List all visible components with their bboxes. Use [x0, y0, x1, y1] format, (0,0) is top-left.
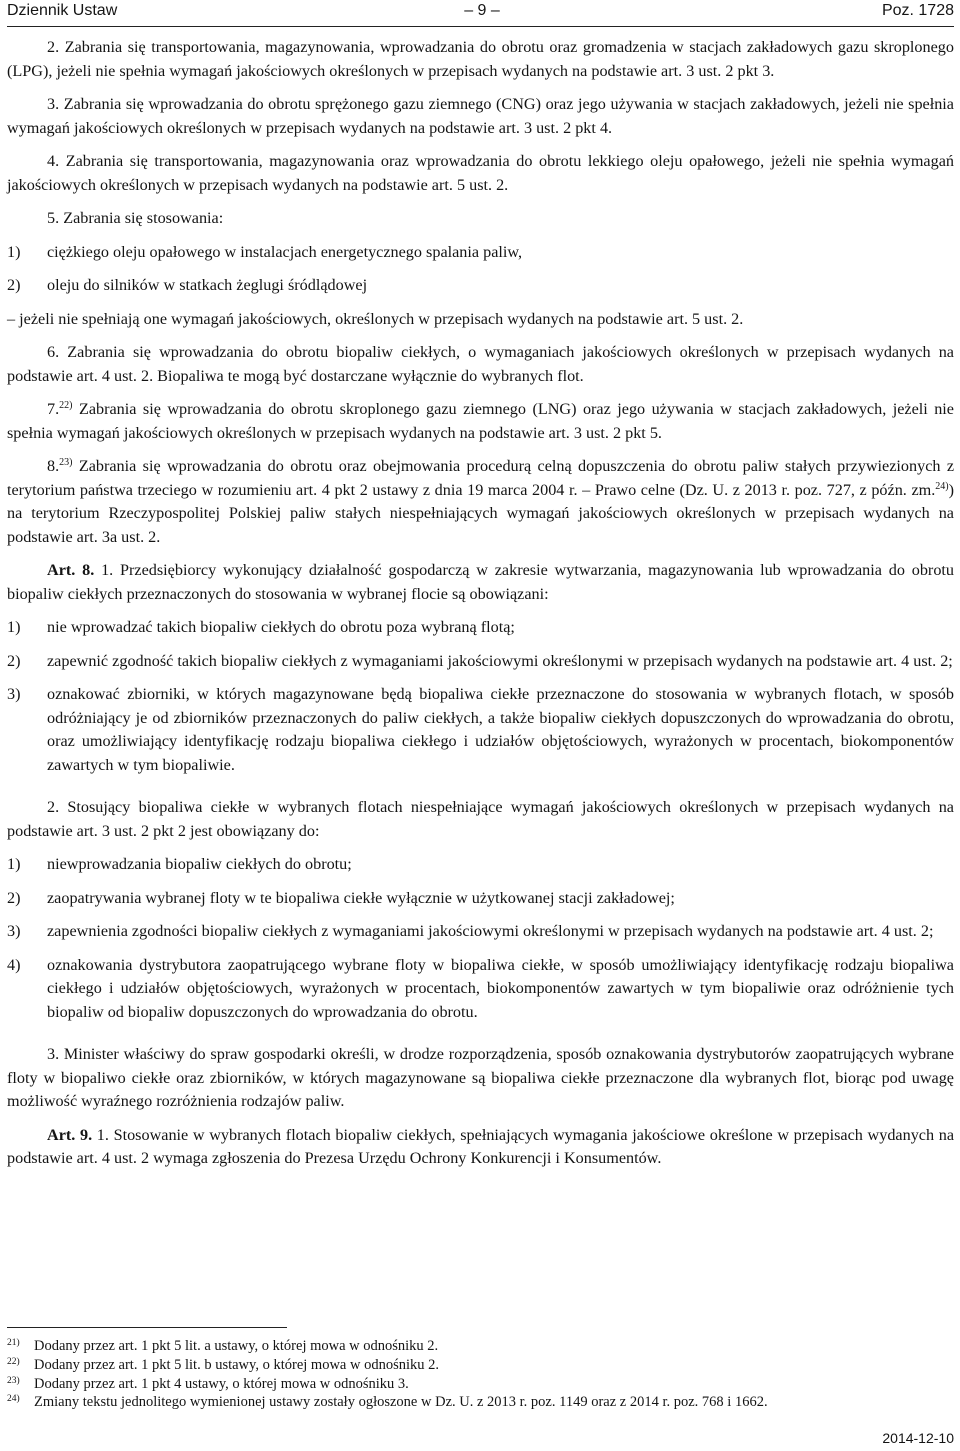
list-item-number: 3) [7, 685, 21, 703]
paragraph-7-text: Zabrania się wprowadzania do obrotu skroplonego gazu ziemnego (LNG) oraz jego używania w stacjach zakładowych, jeżeli nie spełnia wymagań jakościowych określonych w przepisach wydanych na podstawie art. 3 ust. 2 pkt 5. [7, 400, 954, 442]
paragraph-2: 2. Zabrania się transportowania, magazynowania, wprowadzania do obrotu oraz gromadzenia w stacjach zakładowych gazu skroplonego (LPG), jeżeli nie spełnia wymagań jakościowych określonych w przepisach wydanych na podstawie art. 3 ust. 2 pkt 3. [7, 38, 954, 80]
list-item [7, 616, 954, 640]
footnote-number: 23) [7, 1375, 20, 1386]
footnote-ref-23[interactable]: 23) [59, 457, 73, 468]
journal-title: Dziennik Ustaw [7, 2, 118, 19]
footnote-number: 24) [7, 1394, 20, 1405]
publication-date: 2014-12-10 [882, 1430, 954, 1446]
article-8-paragraph-2: 2. Stosujący biopaliwa ciekłe w wybranych flotach niespełniające wymagań jakościowych określonych w przepisach wydanych na podstawie art. 3 ust. 2 pkt 2 jest obowiązany do: [7, 798, 954, 840]
article-9-p1-text: 1. Stosowanie w wybranych flotach biopaliw ciekłych, spełniających wymagania jakościowe określone w przepisach wydanych na podstawie art. 4 ust. 2 wymaga zgłoszenia do Prezesa Urzędu Ochrony Konkurencji i Konsumentów. [7, 1125, 955, 1167]
footnote-ref-22[interactable]: 22) [59, 400, 73, 411]
page-number: – 9 – [464, 2, 500, 19]
footnote-divider [7, 1327, 287, 1328]
list-item-number: 2) [7, 651, 21, 670]
footnote-ref-24[interactable]: 24) [935, 480, 949, 492]
list-item-number: 1) [7, 855, 21, 873]
list-item-text: ciężkiego oleju opałowego w instalacjach energetycznego spalania paliw, [47, 242, 523, 261]
list-item [7, 853, 954, 877]
document-body [7, 36, 954, 1181]
footnote-text: Dodany przez art. 1 pkt 5 lit. b ustawy, o której mowa w odnośniku 2. [34, 1356, 439, 1373]
list-item [7, 274, 954, 298]
paragraph-7 [7, 398, 954, 445]
footnote-text: Dodany przez art. 1 pkt 5 lit. a ustawy, o której mowa w odnośniku 2. [34, 1338, 439, 1354]
list-item-number: 1) [7, 242, 21, 261]
article-9-paragraph-1 [7, 1124, 954, 1171]
list-item [7, 954, 954, 1025]
article-8-p1-text: 1. Przedsiębiorcy wykonujący działalność gospodarczą w zakresie wytwarzania, magazynowania lub wprowadzania do obrotu biopaliw ciekłych przeznaczonych do stosowania w wybranej flocie są obowiązani: [7, 561, 954, 603]
list-item-number: 4) [7, 955, 21, 974]
list-item-number: 2) [7, 276, 21, 294]
list-item-text: zapewnić zgodność takich biopaliw ciekłych z wymaganiami jakościowymi określonymi w przepisach wydanych na podstawie art. 4 ust. 2; [47, 651, 953, 670]
list-item [7, 241, 954, 265]
paragraph-8-text-b: ) na terytorium Rzeczypospolitej Polskiej paliw stałych niespełniających wymagań jakościowych określonych w przepisach wydanych na podstawie art. 3a ust. 2. [7, 480, 954, 546]
list-item-text: zapewnienia zgodności biopaliw ciekłych z wymaganiami jakościowymi określonymi w przepisach wydanych na podstawie art. 4 ust. 2; [47, 922, 934, 940]
footnote [7, 1337, 954, 1356]
article-8-paragraph-3: 3. Minister właściwy do spraw gospodarki określi, w drodze rozporządzenia, sposób oznakowania dystrybutorów zaopatrujących wybrane floty w biopaliwo ciekłe oraz zbiorników, w których magazynowane są biopaliwa ciekłe przeznaczone dla wybranych flot, biorąc pod uwagę możliwość wyraźnego rozróżnienia rodzajów paliw. [7, 1045, 954, 1110]
paragraph-8-number: 8. [47, 457, 60, 475]
list-item [7, 920, 954, 944]
list-item [7, 683, 954, 777]
position-number: Poz. 1728 [881, 2, 954, 19]
footnote-number: 21) [7, 1338, 20, 1348]
list-item-number: 2) [7, 888, 21, 907]
footnotes [7, 1337, 954, 1412]
footnote-text: Dodany przez art. 1 pkt 4 ustawy, o której mowa w odnośniku 3. [34, 1375, 409, 1392]
list-item-text: niewprowadzania biopaliw ciekłych do obrotu; [47, 855, 352, 873]
page-header [7, 0, 954, 27]
list-item-text: oznakowania dystrybutora zaopatrującego wybrane floty w biopaliwa ciekłe, w sposób umożliwiający identyfikację rodzaju biopaliwa ciekłego i udziałów objętościowych, wyrażonych w procentach, biokomponentów zawartych w tym biopaliwie oraz odróżnienie tych biopaliw od biopaliw dopuszczonych do wprowadzania do obrotu. [47, 955, 954, 1021]
article-8-paragraph-1 [7, 559, 954, 606]
paragraph-4: 4. Zabrania się transportowania, magazynowania oraz wprowadzania do obrotu lekkiego oleju opałowego, jeżeli nie spełnia wymagań jakościowych określonych w przepisach wydanych na podstawie art. 5 ust. 2. [7, 152, 954, 194]
footnote [7, 1393, 954, 1412]
list-item-text: zaopatrywania wybranej floty w te biopaliwa ciekłe wyłącznie w użytkowanej stacji zakładowej; [47, 888, 675, 907]
article-9-label: Art. 9. [47, 1125, 93, 1144]
list-item [7, 650, 954, 674]
footnote [7, 1356, 954, 1375]
list-item [7, 887, 954, 911]
paragraph-6: 6. Zabrania się wprowadzania do obrotu biopaliw ciekłych, o wymaganiach jakościowych określonych w przepisach wydanych na podstawie art. 4 ust. 2. Biopaliwa te mogą być dostarczane wyłącznie do wybranych flot. [7, 343, 954, 385]
footnote-text: Zmiany tekstu jednolitego wymienionej ustawy zostały ogłoszone w Dz. U. z 2013 r. poz. 1149 oraz z 2014 r. poz. 768 i 1662. [34, 1394, 768, 1411]
footnote-number: 22) [7, 1356, 20, 1367]
list-item-number: 3) [7, 922, 21, 940]
paragraph-5-tail: – jeżeli nie spełniają one wymagań jakościowych, określonych w przepisach wydanych na podstawie art. 5 ust. 2. [7, 309, 744, 328]
article-8-label: Art. 8. [47, 561, 95, 579]
paragraph-8 [7, 455, 954, 549]
list-item-text: nie wprowadzać takich biopaliw ciekłych do obrotu poza wybraną flotą; [47, 618, 515, 636]
list-item-number: 1) [7, 618, 21, 636]
list-item-text: oznakować zbiorniki, w których magazynowane będą biopaliwa ciekłe przeznaczone do stosowania w wybranych flotach, w sposób odróżniający je od zbiorników przeznaczonych do paliw ciekłych, a także biopaliw ciekłych dopuszczonych do wprowadzania do obrotu, oraz umożliwiający identyfikację rodzaju biopaliwa ciekłego i udziałów objętościowych, wyrażonych w procentach, biokomponentów zawartych w tym biopaliwie. [47, 685, 954, 774]
paragraph-7-number: 7. [47, 400, 60, 418]
paragraph-3: 3. Zabrania się wprowadzania do obrotu sprężonego gazu ziemnego (CNG) oraz jego używania w stacjach zakładowych, jeżeli nie spełnia wymagań jakościowych określonych w przepisach wydanych na podstawie art. 3 ust. 2 pkt 4. [7, 95, 954, 137]
footnote [7, 1375, 954, 1394]
list-item-text: oleju do silników w statkach żeglugi śródlądowej [47, 276, 368, 294]
paragraph-8-text-a: Zabrania się wprowadzania do obrotu oraz obejmowania procedurą celną dopuszczenia do obrotu paliw stałych przywiezionych z terytorium państwa trzeciego w rozumieniu art. 4 pkt 2 ustawy z dnia 19 marca 2004 r. – Prawo celne (Dz. U. z 2013 r. poz. 727, z późn. zm. [7, 457, 954, 499]
paragraph-5: 5. Zabrania się stosowania: [47, 209, 224, 227]
